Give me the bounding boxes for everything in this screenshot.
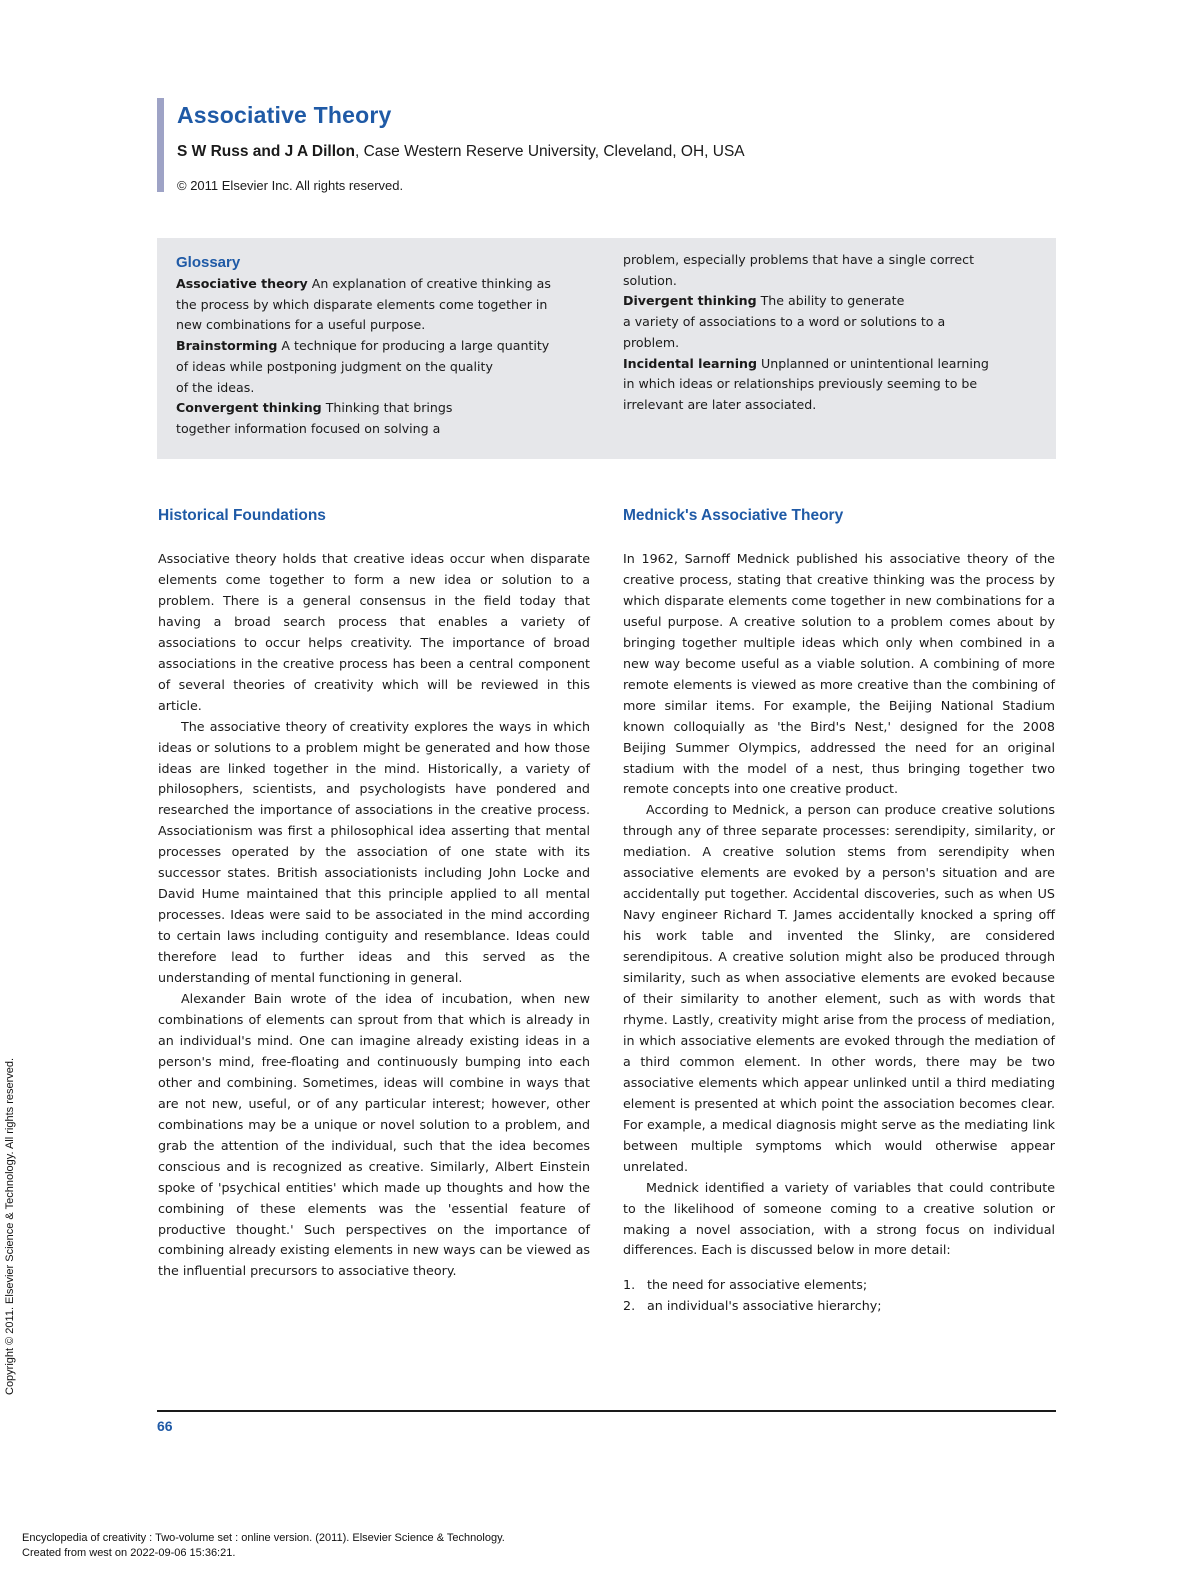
list-number: 2. — [623, 1298, 636, 1314]
glossary-term: Associative theory — [176, 276, 308, 291]
footer-created: Created from west on 2022-09-06 15:36:21. — [22, 1547, 236, 1559]
glossary-line: problem. — [623, 334, 680, 350]
glossary-term: Brainstorming — [176, 338, 278, 354]
author-affiliation: , Case Western Reserve University, Cleveland, OH, USA — [354, 143, 745, 160]
glossary-line — [623, 291, 1043, 312]
article-header — [157, 98, 1057, 194]
list-number: 1. — [623, 1277, 636, 1293]
glossary-line: in which ideas or relationships previously seeming to be — [623, 376, 978, 392]
article-title: Associative Theory — [177, 102, 392, 128]
glossary-title: Glossary — [176, 254, 241, 271]
glossary-term: Convergent thinking — [176, 400, 322, 416]
glossary-line — [176, 398, 596, 419]
body-paragraph: The associative theory of creativity explores the ways in which ideas or solutions to a problem might be generated and how those ideas are linked together in the mind. Historically, a variety of philosophers, scientists, and psychologists have pondered and researched the importance of associations in the creative process. Associationism was first a philosophical idea asserting that mental processes operated by the association of one state with its successor states. British associationists including John Locke and David Hume maintained that this principle applied to all mental processes. Ideas were said to be associated in the mind according to certain laws including contiguity and resemblance. Ideas could therefore lead to further ideas and this served as the understanding of mental functioning in general. — [158, 718, 590, 986]
glossary-line: of the ideas. — [176, 379, 255, 395]
body-paragraph: According to Mednick, a person can produce creative solutions through any of three separate processes: serendipity, similarity, or mediation. A creative solution stems from serendipity when associative elements are evoked by a person's situation and are accidentally put together. Accidental discoveries, such as when US Navy engineer Richard T. James accidentally knocked a spring off his work table and invented the Slinky, are considered serendipitous. A creative solution might also be produced through similarity, such as when associative elements are evoked because of their similarity to another element, such as with words that rhyme. Lastly, creativity might arise from the process of mediation, in which associative elements are evoked through the mediation of a third common element. In other words, there may be two associative elements which appear unlinked until a third mediating element is presented at which point the association becomes clear. For example, a medical diagnosis might serve as the mediating link between multiple symptoms which would otherwise appear unrelated. — [623, 802, 1055, 1174]
glossary-definition: Thinking that brings — [321, 400, 453, 416]
column-left — [158, 505, 590, 1282]
footer-citation: Encyclopedia of creativity : Two-volume set : online version. (2011). Elsevier Science & Technology. — [22, 1532, 505, 1544]
list-text: an individual's associative hierarchy; — [647, 1298, 882, 1314]
column-right — [623, 505, 1055, 1317]
list-text: the need for associative elements; — [647, 1277, 868, 1293]
page-number: 66 — [157, 1418, 173, 1434]
glossary-line: a variety of associations to a word or solutions to a — [623, 314, 946, 330]
glossary-line: new combinations for a useful purpose. — [176, 317, 426, 333]
glossary-definition: Unplanned or unintentional learning — [757, 355, 989, 371]
glossary-line: of ideas while postponing judgment on the quality — [176, 358, 493, 374]
glossary-box — [157, 238, 1056, 459]
body-paragraph: Alexander Bain wrote of the idea of incubation, when new combinations of elements can sprout from that which is already in an individual's mind. One can imagine already existing ideas in a person's mind, free-floating and continuously bumping into each other and combining. Sometimes, ideas will combine in ways that are not new, useful, or of any particular interest; however, other combinations may be a unique or novel solution to a problem, and grab the attention of the individual, such that the idea becomes conscious and is recognized as creative. Similarly, Albert Einstein spoke of 'psychical entities' which made up thoughts and how the combining of these elements was the 'essential feature of productive thought.' Such perspectives on the importance of combining already existing elements in new ways can be viewed as the influential precursors to associative theory. — [158, 991, 590, 1279]
glossary-term: Divergent thinking — [623, 293, 757, 309]
glossary-line: the process by which disparate elements come together in — [176, 296, 548, 312]
copyright-notice: © 2011 Elsevier Inc. All rights reserved. — [177, 178, 404, 193]
glossary-line: together information focused on solving a — [176, 420, 441, 436]
list-item — [623, 1275, 1055, 1296]
body-paragraph: In 1962, Sarnoff Mednick published his associative theory of the creative process, stating that creative thinking was the process by which disparate elements come together in new combinations for a useful purpose. A creative solution to a problem comes about by bringing together multiple ideas which only when combined in a new way become useful as a viable solution. A combining of more remote elements is viewed as more creative than the combining of more similar items. For example, the Beijing National Stadium known colloquially as 'the Bird's Nest,' designed for the 2008 Beijing Summer Olympics, addressed the need for an original stadium with the model of a nest, thus bringing together two remote concepts into one creative product. — [623, 551, 1055, 797]
section-heading-historical-foundations: Historical Foundations — [158, 507, 326, 524]
glossary-line: problem, especially problems that have a single correct — [623, 252, 975, 267]
section-heading-mednick: Mednick's Associative Theory — [623, 507, 844, 524]
glossary-column-right — [623, 250, 1043, 416]
glossary-line — [623, 354, 1043, 375]
title-accent-bar — [157, 98, 164, 192]
body-paragraph: Associative theory holds that creative ideas occur when disparate elements come together to form a new idea or solution to a problem. There is a general consensus in the field today that having a broad search process that enables a variety of associations to occur helps creativity. The importance of broad associations in the creative process has been a central component of several theories of creativity which will be reviewed in this article. — [158, 551, 590, 713]
footer-rule — [157, 1410, 1056, 1412]
side-copyright-note: Copyright © 2011. Elsevier Science & Technology. All rights reserved. — [4, 1057, 16, 1395]
glossary-definition: A technique for producing a large quantity — [277, 338, 550, 354]
author-names: S W Russ and J A Dillon — [177, 143, 355, 160]
glossary-line: solution. — [623, 272, 677, 288]
page-footer — [22, 1531, 505, 1561]
glossary-column-left — [176, 252, 596, 440]
body-paragraph: Mednick identified a variety of variables that could contribute to the likelihood of someone coming to a creative solution or making a novel association, with a strong focus on individual differences. Each is discussed below in more detail: — [623, 1179, 1055, 1258]
glossary-definition: An explanation of creative thinking as — [307, 276, 551, 291]
glossary-definition: The ability to generate — [756, 293, 905, 309]
glossary-line: irrelevant are later associated. — [623, 396, 817, 412]
author-line — [177, 143, 745, 161]
numbered-list — [623, 1275, 1055, 1317]
glossary-term: Incidental learning — [623, 355, 758, 371]
glossary-line — [176, 336, 596, 357]
list-item — [623, 1296, 1055, 1317]
glossary-line — [176, 274, 596, 295]
